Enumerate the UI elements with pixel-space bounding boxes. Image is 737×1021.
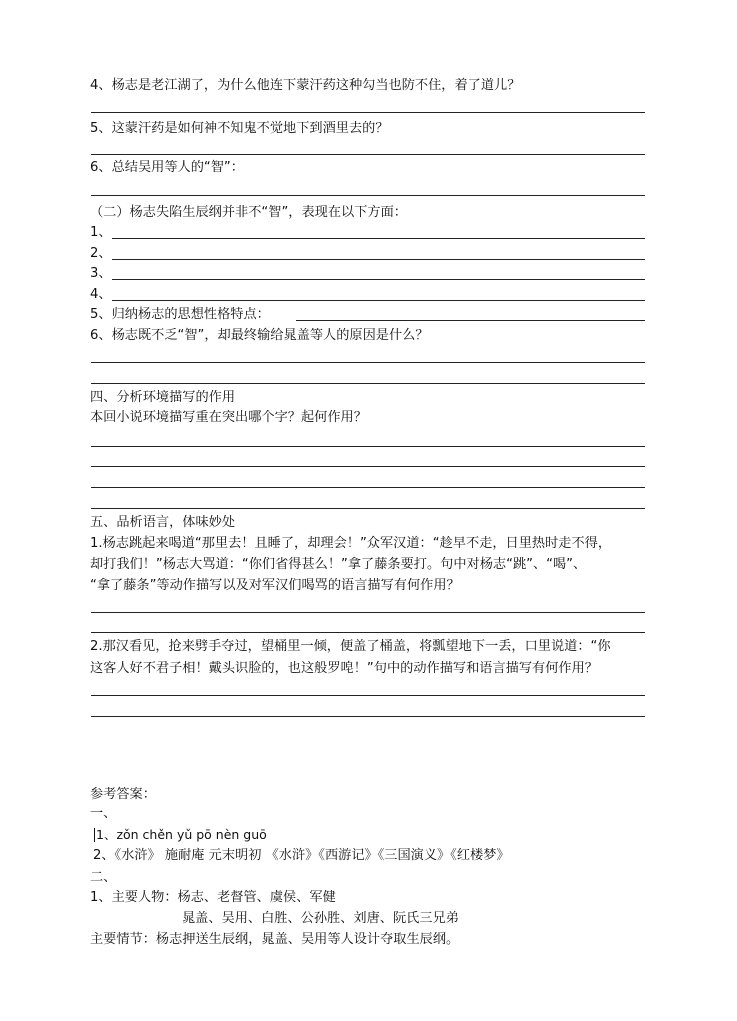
answer-line: [112, 279, 645, 280]
answer-plot: 主要情节：杨志押送生辰纲，晁盖、吴用等人设计夺取生辰纲。: [90, 932, 460, 947]
answer-line: [112, 238, 645, 239]
answer-line: [91, 695, 645, 696]
section-5-p1-line-2: 却打我们！”杨志大骂道：“你们省得甚么！”拿了藤条要打。句中对杨志“跳”、“喝”、: [90, 557, 587, 572]
answer-line: [296, 320, 645, 321]
answer-line: [91, 195, 645, 196]
answer-line: [91, 508, 645, 509]
section-5-p2-line-2: 这客人好不君子相！戴头识脸的，也这般罗唣！”句中的动作描写和语言描写有何作用？: [90, 661, 598, 676]
section-4-heading: 四、分析环境描写的作用: [90, 390, 236, 405]
section-b-item-2: 2、: [90, 246, 112, 261]
section-b-item-1: 1、: [90, 225, 112, 240]
answer-line: [91, 612, 645, 613]
question-5: 5、这蒙汗药是如何神不知鬼不觉地下到酒里去的？: [90, 121, 389, 136]
answer-2-works: 2、《水浒》 施耐庵 元末明初 《水浒》《西游记》《三国演义》《红楼梦》: [93, 848, 510, 863]
answers-heading: 参考答案：: [90, 787, 156, 802]
section-5-p1-line-3: “拿了藤条”等动作描写以及对军汉们喝骂的语言描写有何作用？: [90, 578, 460, 593]
answer-1-pinyin: 1、zǒn chěn yǔ pō nèn guō: [96, 827, 267, 842]
text-cursor: [94, 828, 95, 842]
answer-people-line-2: 晁盖、吴用、白胜、公孙胜、刘唐、阮氏三兄弟: [182, 911, 459, 926]
answer-line: [91, 466, 645, 467]
question-6: 6、总结吴用等人的“智”：: [90, 160, 244, 175]
section-b-item-4: 4、: [90, 287, 112, 302]
answer-line: [112, 300, 645, 301]
section-b-question-6: 6、杨志既不乏“智”，却最终输给晁盖等人的原因是什么？: [90, 328, 429, 343]
answers-part-1: 一、: [90, 806, 117, 821]
answer-line: [91, 154, 645, 155]
answer-line: [91, 446, 645, 447]
answer-people-line-1: 1、主要人物：杨志、老督管、虞侯、军健: [90, 890, 336, 905]
answer-line: [91, 632, 645, 633]
answers-part-2: 二、: [90, 870, 117, 885]
section-5-heading: 五、品析语言，体味妙处: [90, 515, 236, 530]
section-5-p2-line-1: 2.那汉看见，抢来劈手夺过，望桶里一倾，便盖了桶盖，将瓢望地下一丢，口里说道：“你: [90, 639, 611, 654]
answer-line: [91, 362, 645, 363]
section-4-question: 本回小说环境描写重在突出哪个字？起何作用？: [90, 410, 367, 425]
section-b-item-3: 3、: [90, 266, 112, 281]
question-4: 4、杨志是老江湖了，为什么他连下蒙汗药这种勾当也防不住，着了道儿？: [90, 78, 521, 93]
answer-line: [91, 716, 645, 717]
answer-line: [112, 259, 645, 260]
answer-line: [91, 112, 645, 113]
section-b-question-5: 5、归纳杨志的思想性格特点：: [90, 307, 270, 322]
section-5-p1-line-1: 1.杨志跳起来喝道“那里去！且睡了，却理会！”众军汉道：“趁早不走，日里热时走不得，: [90, 536, 612, 551]
section-b-heading: （二）杨志失陷生辰纲并非不“智”，表现在以下方面：: [90, 205, 407, 220]
answer-line: [91, 487, 645, 488]
answer-line: [91, 383, 645, 384]
